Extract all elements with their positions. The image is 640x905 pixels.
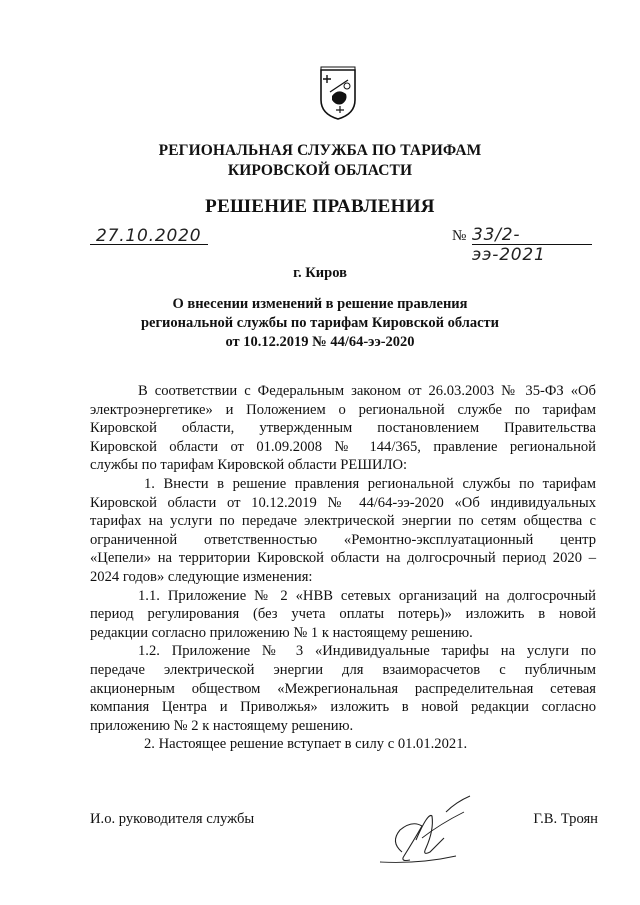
- item11-line: период регулирования (без учета оплаты потерь)» изложить в новой: [90, 606, 596, 623]
- number-underline: [472, 244, 592, 245]
- item12-line: приложению № 2 к настоящему решению.: [90, 717, 354, 734]
- item11-line: редакции согласно приложению № 1 к настоящему решению.: [90, 624, 473, 641]
- item12-line: компания Центра и Приволжья» изложить в новой редакции согласно: [90, 699, 596, 716]
- item1-line: 2024 годов» следующие изменения:: [90, 568, 313, 585]
- signer-position: И.о. руководителя службы: [90, 811, 255, 827]
- item1-line: Кировской области от 10.12.2019 № 44/64-ээ-2020 «Об индивидуальных: [90, 494, 596, 511]
- item1-line: 1. Внести в решение правления региональной службы по тарифам: [144, 475, 596, 492]
- org-name-line2: КИРОВСКОЙ ОБЛАСТИ: [227, 162, 413, 179]
- date-underline: [90, 244, 208, 245]
- intro-line: В соответствии с Федеральным законом от 26.03.2003 № 35-ФЗ «Об: [138, 383, 596, 399]
- subject-line3: от 10.12.2019 № 44/64-ээ-2020: [225, 334, 415, 350]
- item11-line: 1.1. Приложение № 2 «НВВ сетевых организаций на долгосрочный: [138, 587, 596, 604]
- date-handwritten: 27.10.2020: [96, 226, 202, 246]
- document-title: РЕШЕНИЕ ПРАВЛЕНИЯ: [205, 196, 435, 217]
- signer-name: Г.В. Троян: [533, 811, 598, 827]
- org-name-line1: РЕГИОНАЛЬНАЯ СЛУЖБА ПО ТАРИФАМ: [158, 142, 482, 159]
- document-number: [452, 224, 592, 265]
- item12-line: акционерным обществом «Межрегиональная распределительная сетевая: [90, 680, 596, 697]
- subject-line1: О внесении изменений в решение правления: [172, 296, 468, 312]
- decision-body: [90, 382, 596, 754]
- item1-line: «Цепели» на территории Кировской области на долгосрочный период 2020 –: [90, 550, 596, 567]
- item1-line: ограниченной ответственностью «Ремонтно-эксплуатационный центр: [90, 531, 596, 548]
- intro-line: Кировской области от 01.09.2008 № 144/365, правление региональной: [90, 438, 596, 455]
- item2-line: 2. Настоящее решение вступает в силу с 01.01.2021.: [144, 736, 468, 753]
- city: г. Киров: [293, 265, 347, 281]
- intro-line: службы по тарифам Кировской области РЕШИЛО:: [90, 457, 408, 474]
- intro-line: электроэнергетике» и Положением о региональной службе по тарифам: [90, 401, 596, 418]
- handwritten-signature: [360, 782, 480, 868]
- subject-line2: региональной службы по тарифам Кировской области: [140, 315, 500, 331]
- number-sign: №: [452, 228, 467, 244]
- document-date: [90, 224, 208, 250]
- number-handwritten: 33/2-ээ-2021: [472, 225, 546, 265]
- intro-line: Кировской области, утвержденным постановлением Правительства: [90, 420, 596, 437]
- item1-line: тарифах на услуги по передаче электрической энергии по сетям общества с: [90, 513, 596, 530]
- item12-line: передаче электрической энергии для взаиморасчетов с публичным: [90, 661, 596, 678]
- item12-line: 1.2. Приложение № 3 «Индивидуальные тарифы на услуги по: [138, 643, 596, 660]
- kirov-coat-of-arms-icon: [318, 66, 358, 122]
